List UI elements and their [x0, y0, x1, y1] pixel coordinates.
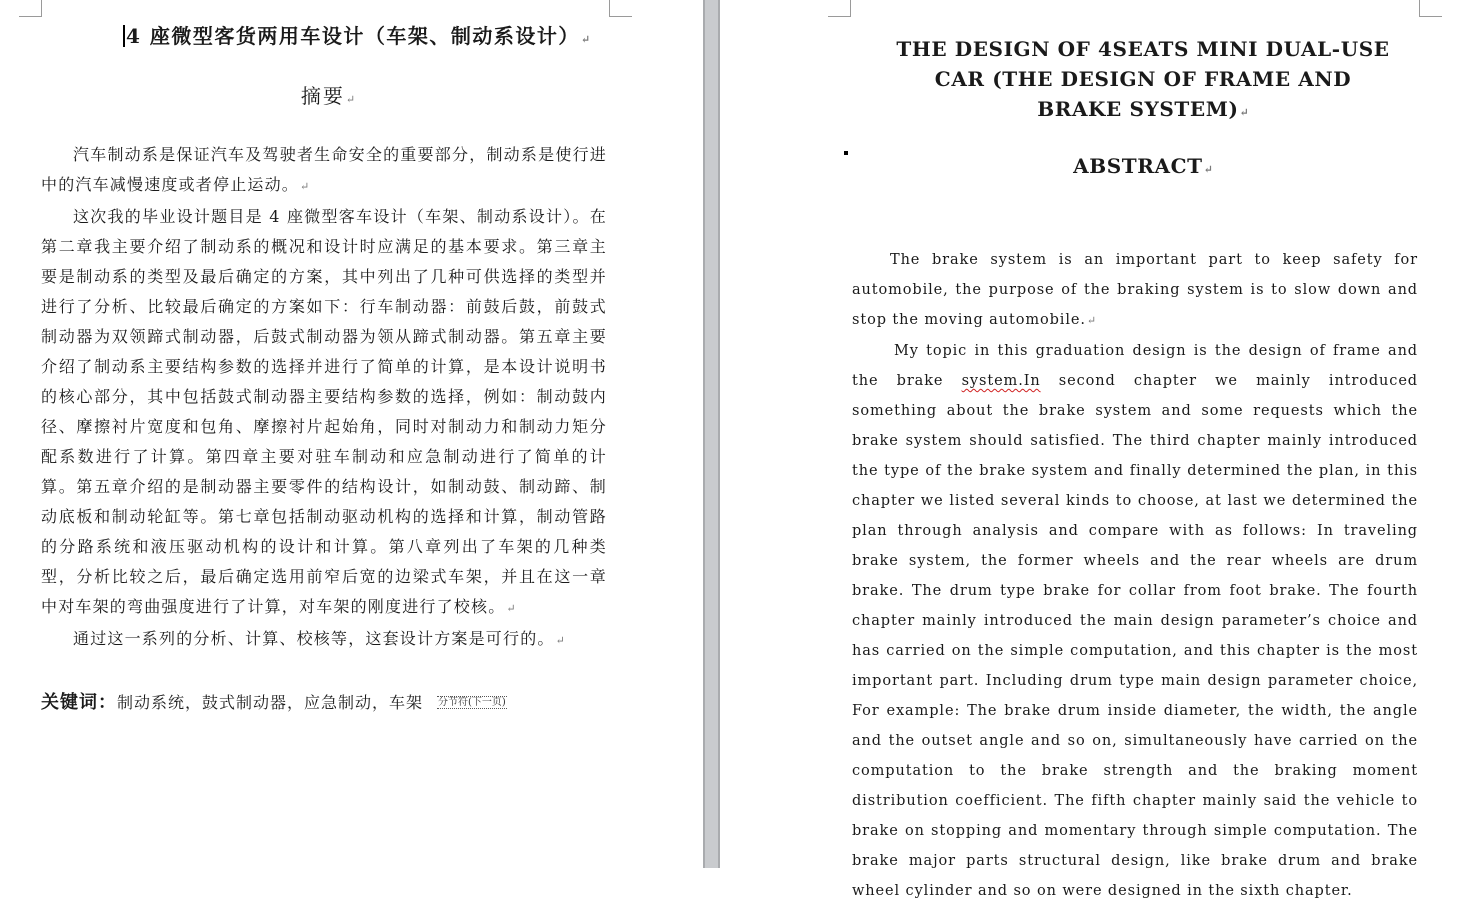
paragraph-text: 汽车制动系是保证汽车及驾驶者生命安全的重要部分，制动系是使行进中的汽车减慢速度或者停止运动。	[41, 145, 607, 194]
english-abstract-body[interactable]	[852, 245, 1418, 906]
paragraph-mark: ↵	[1086, 314, 1097, 327]
keywords-text: 制动系统，鼓式制动器，应急制动，车架	[117, 693, 424, 712]
paragraph-text: 通过这一系列的分析、计算、校核等，这套设计方案是可行的。	[73, 629, 555, 648]
paragraph-mark: ↵	[300, 180, 310, 193]
chinese-keywords-line	[41, 688, 621, 714]
english-title-line-3: BRAKE SYSTEM)	[1037, 97, 1239, 121]
crop-mark-top-left	[828, 0, 851, 17]
chinese-heading-text: 摘要	[300, 84, 345, 108]
paragraph-mark: ↵	[555, 634, 565, 647]
english-title-line-2: CAR (THE DESIGN OF FRAME AND	[934, 67, 1352, 91]
page-gutter	[703, 0, 720, 868]
text-cursor	[123, 25, 125, 47]
paragraph-mark: ↵	[506, 602, 516, 615]
chinese-paragraph-3	[41, 624, 607, 656]
crop-mark-top-right	[1419, 0, 1442, 17]
english-paragraph-1	[852, 245, 1418, 336]
paragraph-text: My topic in this graduation design is the design of frame and the brake	[852, 343, 1418, 389]
crop-mark-top-left	[19, 0, 42, 17]
keywords-label: 关键词：	[41, 692, 117, 713]
paragraph-text: 这次我的毕业设计题目是 4 座微型客车设计（车架、制动系设计）。在第二章我主要介绍了制动系的概况和设计时应满足的基本要求。第三章主要是制动系的类型及最后确定的方案，其中列出了几种可供选择的类型并进行了分析、比较最后确定的方案如下：行车制动器：前鼓后鼓，前鼓式制动器为双领蹄式制动器，后鼓式制动器为领从蹄式制动器。第五章主要介绍了制动系主要结构参数的选择并进行了简单的计算，是本设计说明书的核心部分，其中包括鼓式制动器主要结构参数的选择，例如：制动鼓内径、摩擦衬片宽度和包角、摩擦衬片起始角，同时对制动力和制动力矩分配系数进行了计算。第四章主要对驻车制动和应急制动进行了简单的计算。第五章介绍的是制动器主要零件的结构设计，如制动鼓、制动蹄、制动底板和制动轮缸等。第七章包括制动驱动机构的选择和计算，制动管路的分路系统和液压驱动机构的设计和计算。第八章列出了车架的几种类型，分析比较之后，最后确定选用前窄后宽的边梁式车架，并且在这一章中对车架的弯曲强度进行了计算，对车架的刚度进行了校核。	[41, 207, 607, 616]
english-title-line-3-wrap	[863, 94, 1423, 128]
english-page[interactable]	[720, 0, 1477, 899]
english-heading-text: ABSTRACT	[1073, 154, 1203, 178]
gutter-edge-left	[703, 0, 705, 868]
bullet-mark	[844, 151, 848, 155]
paragraph-text: The brake system is an important part to keep safety for automobile, the purpose of the braking system is to slow down and stop the moving automobile.	[852, 252, 1418, 328]
chinese-title-text: 4 座微型客货两用车设计（车架、制动系设计）	[126, 24, 580, 48]
chinese-paragraph-1	[41, 140, 607, 202]
paragraph-mark: ↵	[580, 33, 591, 46]
chinese-abstract-body[interactable]	[41, 140, 607, 656]
spellcheck-flagged-word[interactable]: system.In	[961, 373, 1041, 389]
paragraph-mark: ↵	[1239, 106, 1249, 119]
chinese-page[interactable]	[0, 0, 703, 868]
english-title[interactable]	[863, 34, 1423, 128]
paragraph-mark: ↵	[1203, 163, 1213, 176]
chinese-title[interactable]	[123, 20, 623, 49]
english-paragraph-2	[852, 336, 1418, 906]
paragraph-mark: ↵	[345, 93, 356, 106]
crop-mark-top-right	[609, 0, 632, 17]
english-abstract-heading	[863, 154, 1423, 178]
english-title-line-1: THE DESIGN OF 4SEATS MINI DUAL-USE	[896, 37, 1390, 61]
section-break-marker: 分节符(下一页)	[438, 697, 506, 708]
chinese-abstract-heading	[0, 80, 656, 109]
paragraph-text-continued: second chapter we mainly introduced something about the brake system and some requests which the brake system should satisfied. The third chapter mainly introduced the type of the brake system and finally determined the plan, in this chapter we listed several kinds to choose, at last we determined the plan through analysis and compare with as follows: In traveling brake system, the former wheels and the rear wheels are drum brake. The drum type brake for collar from foot brake. The fourth chapter mainly introduced the main design parameter’s choice and has carried on the simple computation, and this chapter is the most important part. Including drum type main design parameter choice, For example: The brake drum inside diameter, the width, the angle and the outset angle and so on, simultaneously have carried on the computation to the brake strength and the braking moment distribution coefficient. The fifth chapter mainly said the vehicle to brake on stopping and momentary through simple computation. The brake major parts structural design, like brake drum and brake wheel cylinder and so on were designed in the sixth chapter.	[852, 373, 1418, 899]
chinese-paragraph-2	[41, 202, 607, 624]
